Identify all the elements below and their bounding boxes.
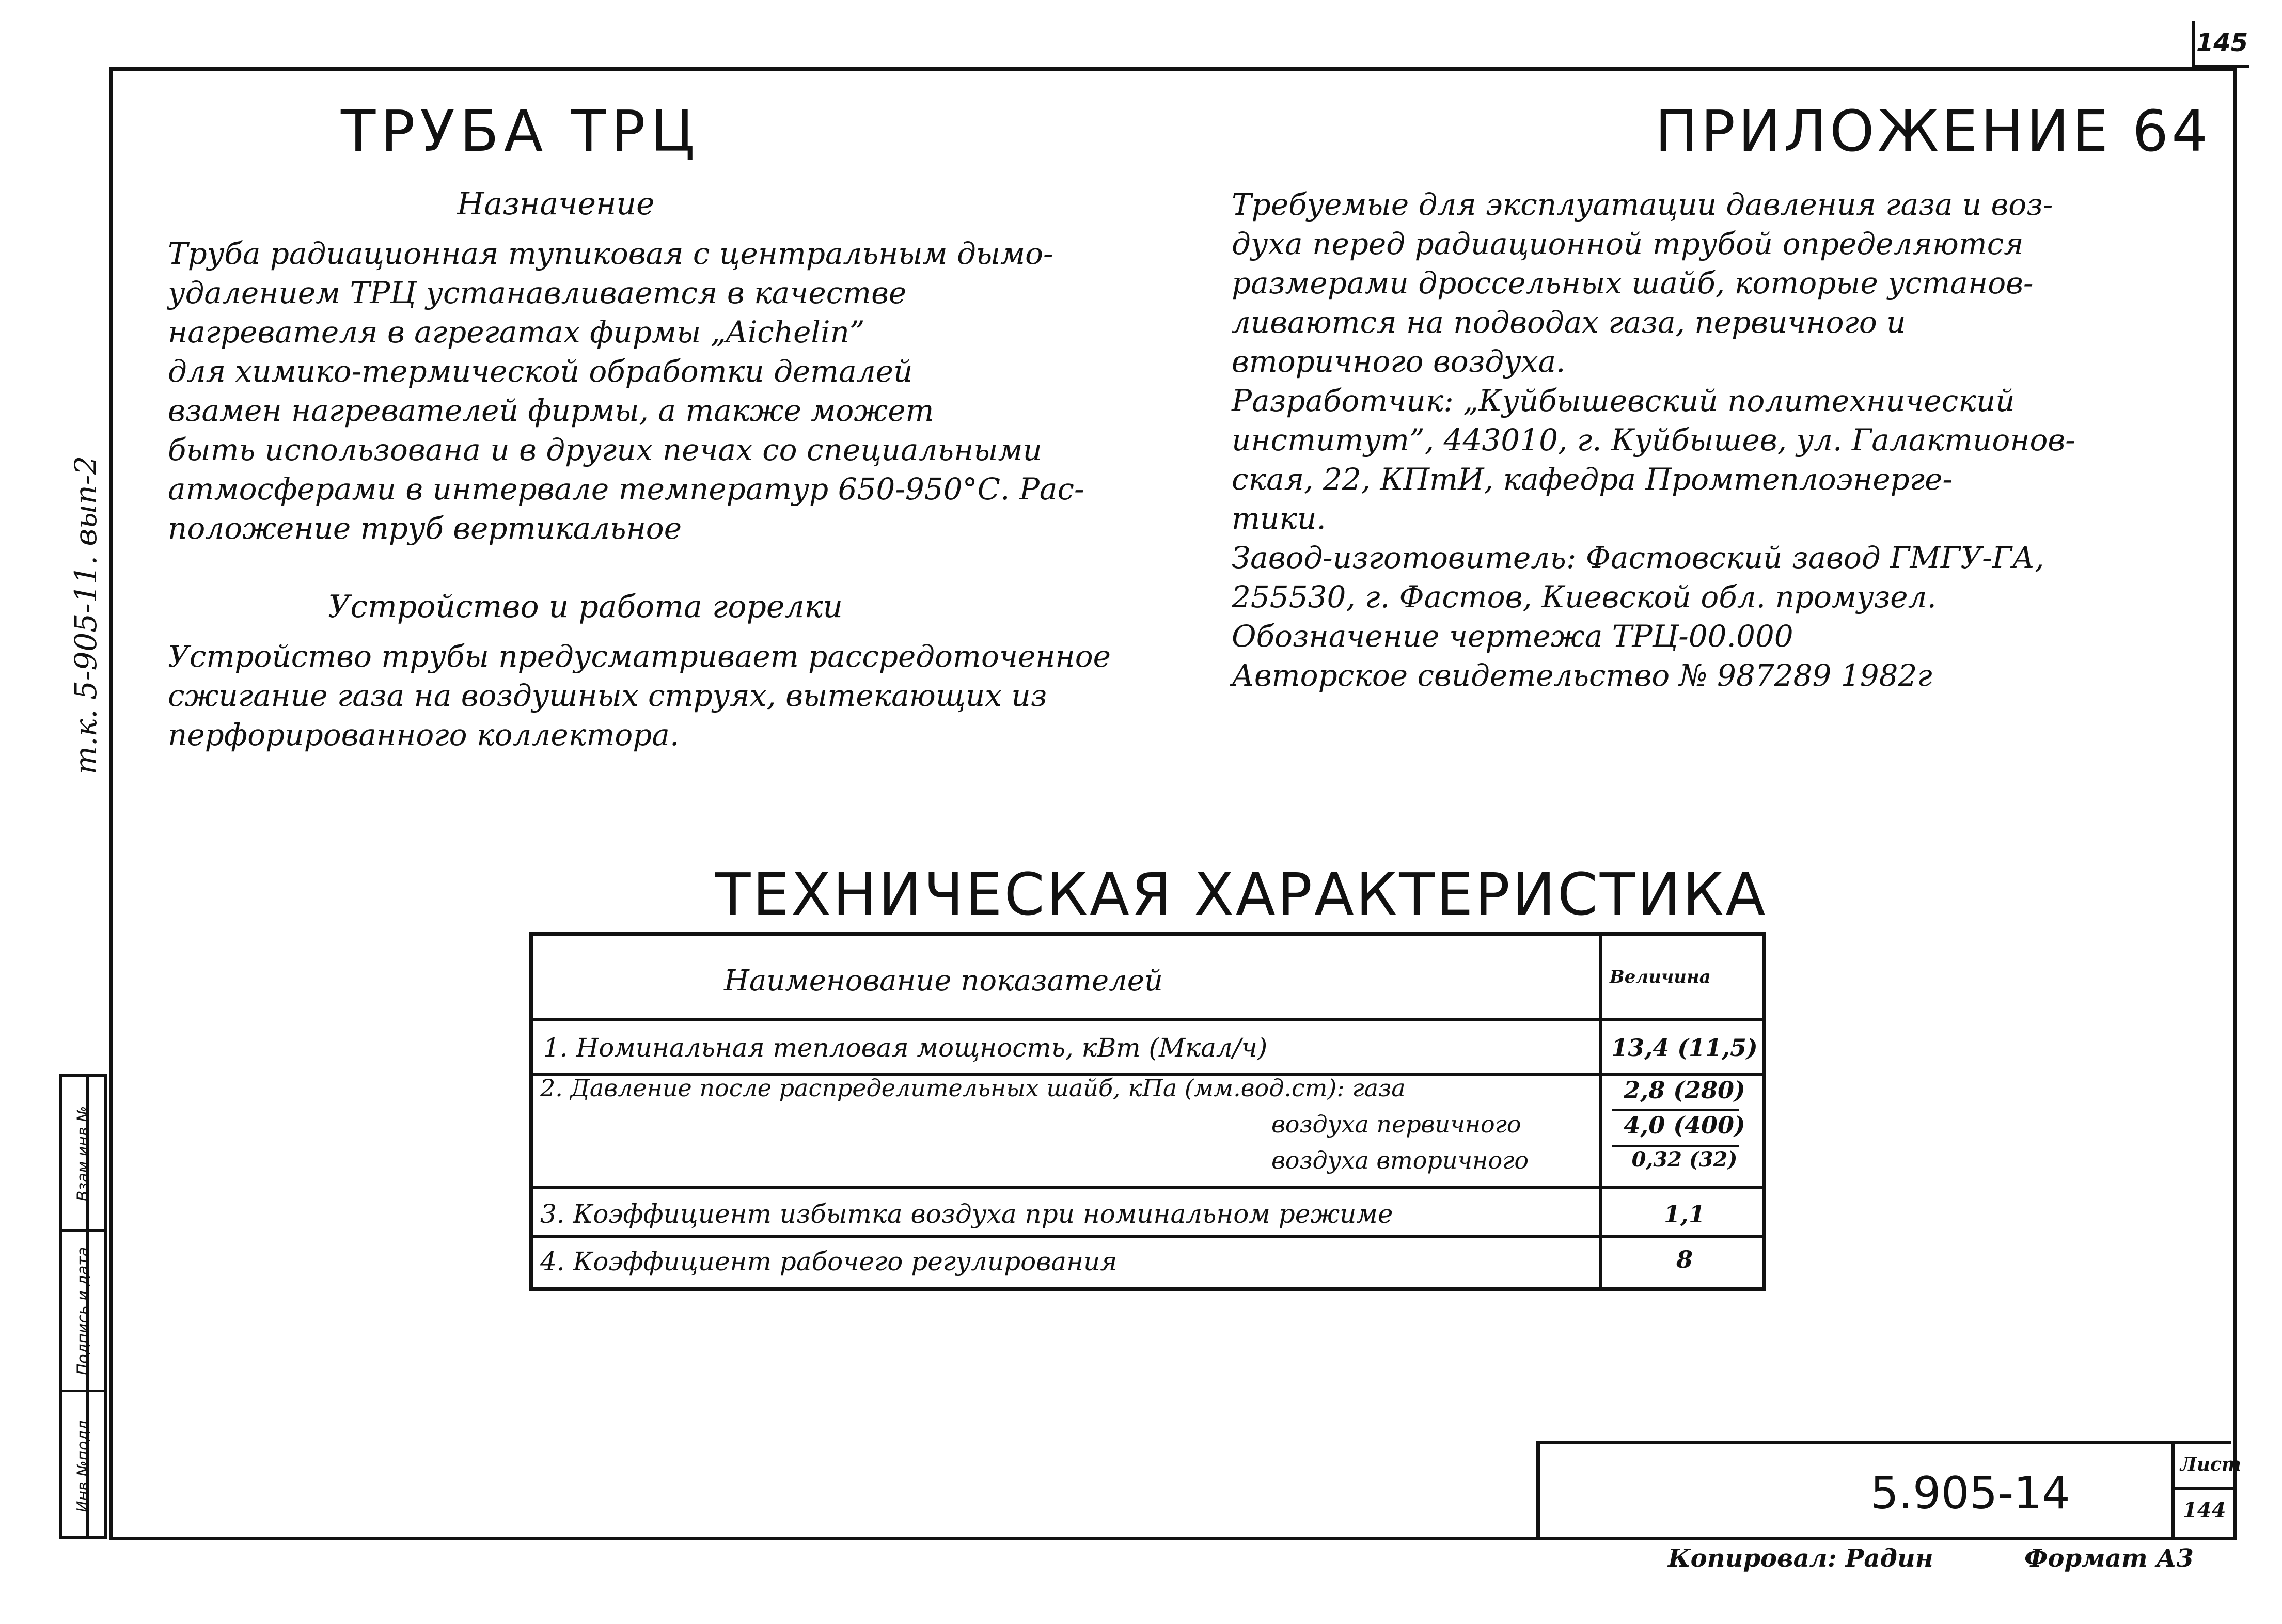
value-underline bbox=[1612, 1109, 1739, 1111]
table-header-name: Наименование показателей bbox=[724, 964, 1163, 998]
purpose-heading: Назначение bbox=[457, 186, 655, 222]
info-line: тики. bbox=[1232, 501, 1326, 536]
sheet-label: Лист bbox=[2180, 1454, 2242, 1475]
copied-by: Копировал: Радин bbox=[1668, 1544, 1933, 1573]
stamp-signature-date bbox=[62, 1232, 104, 1392]
value-underline bbox=[1612, 1145, 1739, 1147]
info-line: Авторское свидетельство № 987289 1982г bbox=[1232, 658, 1932, 693]
purpose-line: удалением ТРЦ устанавливается в качестве bbox=[168, 275, 907, 310]
table-row-name: 3. Коэффициент избытка воздуха при номинальном режиме bbox=[540, 1199, 1393, 1229]
stamp-replace-inv-label: Взам.инв.№ bbox=[74, 1106, 92, 1201]
purpose-line: атмосферами в интервале температур 650-950°С. Рас- bbox=[168, 471, 1084, 507]
table-row-name: воздуха первичного bbox=[1271, 1110, 1521, 1138]
purpose-line: взамен нагревателей фирмы, а также может bbox=[168, 393, 934, 428]
appendix-title: ПРИЛОЖЕНИЕ 64 bbox=[1655, 98, 2211, 164]
table-row-name: 4. Коэффициент рабочего регулирования bbox=[540, 1247, 1118, 1276]
left-margin-stamp bbox=[59, 1074, 107, 1539]
stamp-signature-date-label: Подпись и дата bbox=[74, 1247, 92, 1375]
stamp-inv-orig-label: Инв.№подл. bbox=[74, 1415, 92, 1512]
tech-characteristics-table bbox=[529, 932, 1766, 1291]
title-block-divider bbox=[2171, 1444, 2175, 1540]
table-row-divider bbox=[533, 1018, 1762, 1021]
stamp-inv-orig bbox=[62, 1392, 104, 1536]
purpose-line: положение труб вертикальное bbox=[168, 511, 682, 546]
info-line: ливаются на подводах газа, первичного и bbox=[1232, 305, 1906, 340]
device-line: перфорированного коллектора. bbox=[168, 717, 680, 752]
table-row-value: 13,4 (11,5) bbox=[1611, 1034, 1758, 1062]
info-line: размерами дроссельных шайб, которые установ- bbox=[1232, 265, 2034, 301]
info-line: институт”, 443010, г. Куйбышев, ул. Галактионов- bbox=[1232, 422, 2075, 458]
sheet-num: 144 bbox=[2183, 1498, 2226, 1522]
purpose-line: Труба радиационная тупиковая с центральным дымо- bbox=[168, 236, 1053, 271]
side-label: т.к. 5-905-11. вып-2 bbox=[68, 455, 103, 775]
table-row-value: 4,0 (400) bbox=[1624, 1111, 1745, 1139]
table-row-name: 1. Номинальная тепловая мощность, кВт (Мкал/ч) bbox=[543, 1033, 1268, 1063]
info-line: 255530, г. Фастов, Киевской обл. промузел. bbox=[1232, 579, 1937, 614]
developer-info-text bbox=[1232, 186, 2075, 696]
tech-section-title: ТЕХНИЧЕСКАЯ ХАРАКТЕРИСТИКА bbox=[715, 861, 1768, 928]
info-line: Требуемые для эксплуатации давления газа и воз- bbox=[1232, 187, 2053, 222]
info-line: ская, 22, КПтИ, кафедра Промтеплоэнерге- bbox=[1232, 462, 1953, 497]
title-block bbox=[1536, 1441, 2242, 1540]
table-row-name: воздуха вторичного bbox=[1271, 1146, 1529, 1174]
table-row-value: 0,32 (32) bbox=[1631, 1147, 1738, 1172]
device-line: сжигание газа на воздушных струях, вытекающих из bbox=[168, 678, 1047, 713]
stamp-replace-inv bbox=[62, 1077, 104, 1232]
device-text bbox=[168, 638, 1111, 755]
table-row-divider bbox=[533, 1186, 1762, 1189]
document-title: ТРУБА ТРЦ bbox=[341, 98, 700, 164]
info-line: духа перед радиационной трубой определяются bbox=[1232, 226, 2024, 261]
info-line: вторичного воздуха. bbox=[1232, 344, 1566, 379]
title-block-divider bbox=[2171, 1487, 2233, 1490]
drawing-code: 5.905-14 bbox=[1870, 1468, 2070, 1519]
table-header-value: Величина bbox=[1610, 967, 1711, 987]
table-row-value: 1,1 bbox=[1663, 1200, 1706, 1228]
table-row-value: 2,8 (280) bbox=[1624, 1076, 1745, 1104]
table-row-name: 2. Давление после распределительных шайб, кПа (мм.вод.ст): газа bbox=[540, 1074, 1406, 1102]
purpose-line: быть использована и в других печах со специальными bbox=[168, 432, 1042, 467]
purpose-line: нагревателя в агрегатах фирмы „Aichelin” bbox=[168, 314, 865, 350]
table-row-divider bbox=[533, 1235, 1762, 1238]
purpose-text bbox=[168, 235, 1084, 549]
info-line: Разработчик: „Куйбышевский политехнический bbox=[1232, 383, 2015, 418]
sheet-number: 145 bbox=[2192, 21, 2249, 68]
purpose-line: для химико-термической обработки деталей bbox=[168, 354, 913, 389]
info-line: Обозначение чертежа ТРЦ-00.000 bbox=[1232, 619, 1793, 654]
paper-format: Формат А3 bbox=[2024, 1544, 2194, 1573]
info-line: Завод-изготовитель: Фастовский завод ГМГУ-ГА, bbox=[1232, 540, 2044, 575]
device-line: Устройство трубы предусматривает рассредоточенное bbox=[168, 639, 1111, 674]
table-row-value: 8 bbox=[1676, 1245, 1693, 1273]
table-column-divider bbox=[1599, 936, 1602, 1287]
device-heading: Устройство и работа горелки bbox=[328, 589, 843, 625]
